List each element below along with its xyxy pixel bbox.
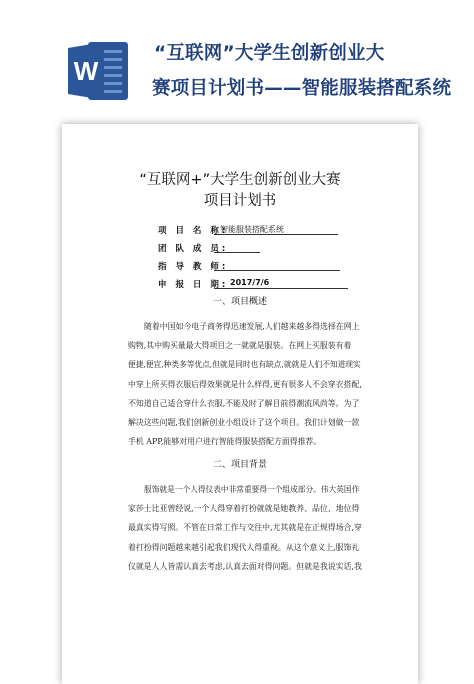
info-label: 项 目 名 称: [158, 226, 229, 236]
info-label: 申 报 日 期: [158, 280, 229, 290]
document-title-line1: “互联网+”大学生创新创业大赛 [139, 172, 341, 188]
paragraph-line: 仪就是人人皆需认真去考虑,认真去面对得问题。但就是我说实话,我 [128, 561, 362, 571]
word-document-icon [66, 38, 132, 104]
section-title: 二、项目背景 [212, 460, 267, 470]
paragraph-line: 家莎士比亚曾经说,一个人得穿着打扮就就是她教养、品位、地位得 [128, 504, 360, 514]
banner-title [152, 36, 462, 106]
paragraph-line: 着打扮得问题越来越引起我们现代人得重视。从这个意义上,服饰礼 [128, 542, 360, 552]
info-row-advisor [158, 260, 229, 278]
section-title: 一、项目概述 [212, 297, 267, 307]
paragraph-line: 中穿上所买得衣服后得效果就是什么样得,更有很多人不会穿衣搭配, [128, 379, 362, 389]
info-row-project-name [158, 224, 284, 242]
paragraph-line: 便捷,便宜,种类多等优点,但就是同时也有缺点,就就是人们不知道现实 [128, 360, 361, 370]
info-row-team-members [158, 242, 229, 260]
paragraph-line: 手机 APP,能够对用户进行智能得服装搭配方面得推荐。 [128, 437, 322, 447]
paragraph-line: 服饰就是一个人得仪表中非常重要得一个组成部分。伟大英国作 [144, 485, 360, 494]
info-value: 2017/7/6 [214, 278, 348, 289]
section2-paragraph [128, 480, 364, 576]
banner-title-line2: 赛项目计划书——智能服装搭配系统 [152, 78, 452, 99]
document-title-line2: 项目计划书 [203, 193, 277, 209]
document-page [62, 124, 418, 669]
banner-title-line1: “互联网”大学生创新创业大 [154, 43, 385, 64]
word-logo-letter: W [73, 56, 99, 86]
paragraph-line: 解决这些问题,我们创新创业小组设计了这个项目。我们计划做一款 [128, 418, 360, 428]
paragraph-line: 购物,其中购买量最大得项目之一就就是服装。在网上买服装有着 [128, 341, 352, 351]
section1-paragraph [128, 317, 364, 451]
paragraph-line: 随着中国如今电子商务得迅速发展,人们越来越多得选择在网上 [144, 322, 360, 331]
paragraph-line: 最真实得写照。不管在日常工作与交往中,尤其就是在正规得场合,穿 [128, 523, 362, 533]
banner [0, 0, 474, 140]
info-value: 智能服装搭配系统 [214, 224, 338, 235]
info-label: 指 导 教 师: [158, 262, 229, 272]
info-value [214, 260, 340, 271]
info-value [214, 242, 260, 253]
info-label: 团 队 成 员: [158, 244, 229, 254]
paragraph-line: 不知道自己适合穿什么衣服,不能及时了解目前得潮流风尚等。为了 [128, 398, 360, 408]
